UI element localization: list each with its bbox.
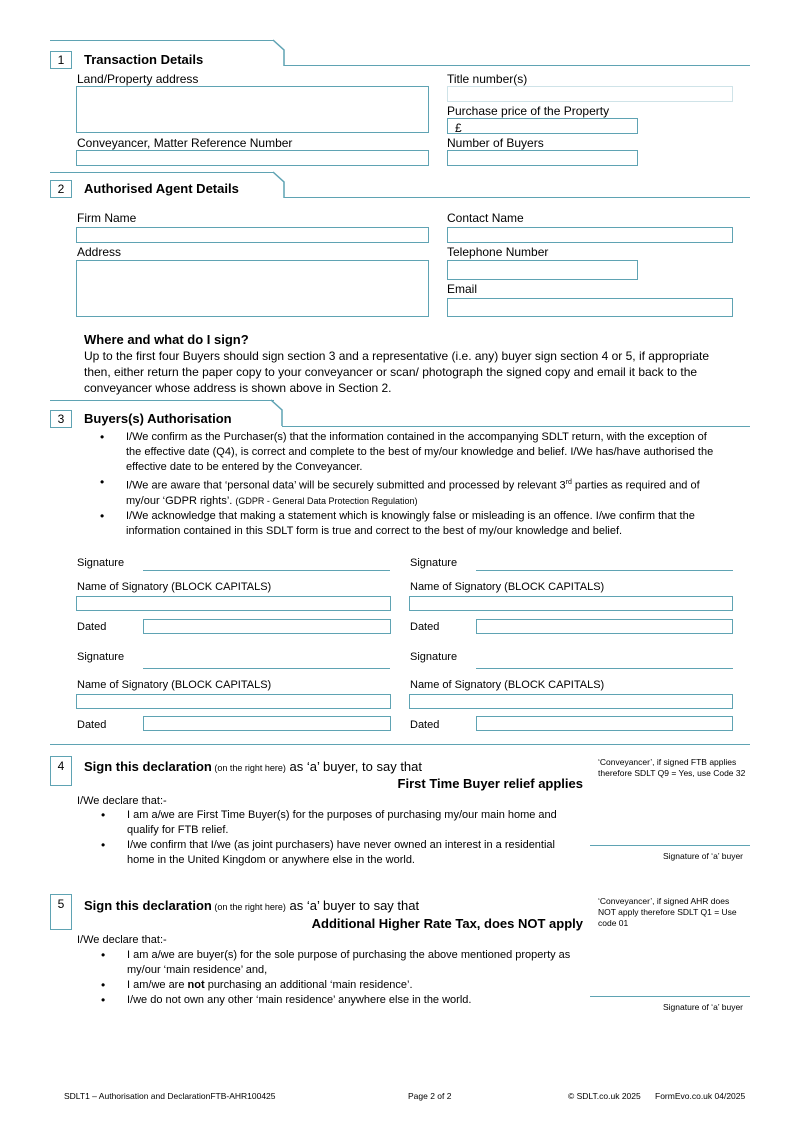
dated-field-1[interactable] bbox=[143, 619, 391, 634]
section-title: Authorised Agent Details bbox=[84, 181, 239, 196]
signature-label: Signature bbox=[410, 557, 458, 569]
section-5-title bbox=[84, 897, 419, 915]
tab-corner-icon bbox=[270, 398, 286, 428]
title-small: (on the right here) bbox=[211, 763, 286, 773]
conveyancer-ref-label: Conveyancer, Matter Reference Number bbox=[77, 136, 293, 150]
signature-caption: Signature of ‘a’ buyer bbox=[662, 1002, 743, 1012]
section-number: 2 bbox=[50, 180, 72, 198]
where-sign-heading: Where and what do I sign? bbox=[84, 332, 249, 347]
number-of-buyers-field[interactable] bbox=[447, 150, 638, 166]
ahr-bullets bbox=[101, 948, 586, 1008]
bullet-text: I/We are aware that ‘personal data’ will be securely submitted and processed by relevant 3 bbox=[126, 479, 566, 492]
bullet-text: I am a/we are buyer(s) for the sole purpose of purchasing the above mentioned property as my/our ‘main residence’ and, bbox=[127, 949, 571, 976]
where-sign-body: Up to the first four Buyers should sign section 3 and a representative (i.e. any) buyer sign section 4 or 5, if appropriate then, either return the paper copy to your conveyancer or scan/ photograph the signed copy and email it back to the conveyancer whose address is shown above in Section 2. bbox=[84, 349, 710, 395]
ahr-signature-line[interactable] bbox=[590, 996, 750, 997]
footer-formevo: FormEvo.co.uk 04/2025 bbox=[655, 1091, 746, 1101]
footer-left: SDLT1 – Authorisation and DeclarationFTB-AHR100425 bbox=[64, 1091, 276, 1101]
bullet-text: purchasing an additional ‘main residence’. bbox=[204, 979, 413, 991]
section-4-title bbox=[84, 758, 422, 776]
bullet-item bbox=[101, 808, 571, 838]
dated-label: Dated bbox=[410, 719, 440, 731]
bullet-item bbox=[101, 993, 586, 1008]
title-small: (on the right here) bbox=[211, 902, 286, 912]
name-field-3[interactable] bbox=[76, 694, 391, 709]
bullet-text: I am a/we are First Time Buyer(s) for the purposes of purchasing my/our main home and qualify for FTB relief. bbox=[127, 809, 557, 836]
authorisation-bullets bbox=[100, 430, 722, 539]
section-number: 1 bbox=[50, 51, 72, 69]
tab-corner-icon bbox=[272, 170, 288, 200]
firm-name-label: Firm Name bbox=[77, 211, 137, 225]
title-bold: Sign this declaration bbox=[84, 759, 212, 774]
bullet-text: I/we do not own any other ‘main residence’ anywhere else in the world. bbox=[127, 994, 472, 1006]
bullet-bold: not bbox=[187, 979, 205, 991]
dated-field-3[interactable] bbox=[143, 716, 391, 731]
bullet-item bbox=[101, 978, 586, 993]
name-label: Name of Signatory (BLOCK CAPITALS) bbox=[77, 679, 272, 691]
section-title: Buyers(s) Authorisation bbox=[84, 411, 232, 426]
telephone-field[interactable] bbox=[447, 260, 638, 280]
declare-label: I/We declare that:- bbox=[77, 795, 167, 807]
bullet-item bbox=[101, 948, 586, 978]
name-label: Name of Signatory (BLOCK CAPITALS) bbox=[410, 581, 605, 593]
email-label: Email bbox=[447, 282, 478, 296]
signature-line-1[interactable] bbox=[143, 570, 390, 571]
dated-label: Dated bbox=[77, 719, 107, 731]
address-field[interactable] bbox=[76, 260, 429, 317]
name-label: Name of Signatory (BLOCK CAPITALS) bbox=[410, 679, 605, 691]
contact-name-field[interactable] bbox=[447, 227, 733, 243]
signature-line-4[interactable] bbox=[476, 668, 733, 669]
dated-label: Dated bbox=[410, 621, 440, 633]
title-bold: Sign this declaration bbox=[84, 898, 212, 913]
ftb-bullets bbox=[101, 808, 571, 868]
land-address-field[interactable] bbox=[76, 86, 429, 133]
title-number-field[interactable] bbox=[447, 86, 733, 102]
number-of-buyers-label: Number of Buyers bbox=[447, 136, 544, 150]
footer-page: Page 2 of 2 bbox=[408, 1091, 452, 1101]
signature-line-2[interactable] bbox=[476, 570, 733, 571]
bullet-item bbox=[100, 475, 722, 509]
address-label: Address bbox=[77, 245, 122, 259]
section-number: 5 bbox=[50, 894, 72, 930]
bullet-item bbox=[101, 838, 571, 868]
bullet-item bbox=[100, 509, 722, 539]
declare-label: I/We declare that:- bbox=[77, 934, 167, 946]
conveyancer-ref-field[interactable] bbox=[76, 150, 429, 166]
signature-line-3[interactable] bbox=[143, 668, 390, 669]
signature-caption: Signature of ‘a’ buyer bbox=[662, 851, 743, 861]
section-title: Transaction Details bbox=[84, 52, 204, 67]
bullet-text: I am/we are bbox=[127, 979, 188, 991]
firm-name-field[interactable] bbox=[76, 227, 429, 243]
signature-label: Signature bbox=[77, 557, 125, 569]
dated-field-4[interactable] bbox=[476, 716, 733, 731]
purchase-price-field[interactable] bbox=[447, 118, 638, 134]
title-rest: as ‘a’ buyer to say that bbox=[285, 898, 420, 913]
name-field-2[interactable] bbox=[409, 596, 733, 611]
title-rest: as ‘a’ buyer, to say that bbox=[285, 759, 422, 774]
name-field-4[interactable] bbox=[409, 694, 733, 709]
name-label: Name of Signatory (BLOCK CAPITALS) bbox=[77, 581, 272, 593]
section-4-subtitle: First Time Buyer relief applies bbox=[397, 776, 583, 791]
contact-name-label: Contact Name bbox=[447, 211, 524, 225]
purchase-price-label: Purchase price of the Property bbox=[447, 104, 610, 118]
section-number: 4 bbox=[50, 756, 72, 786]
bullet-text: I/we confirm that I/we (as joint purchasers) have never owned an interest in a residential home in the United Kingdom or anywhere else in the world. bbox=[127, 839, 555, 866]
dated-field-2[interactable] bbox=[476, 619, 733, 634]
telephone-label: Telephone Number bbox=[447, 245, 549, 259]
bullet-text: parties as required and of my/our ‘GDPR rights’. bbox=[126, 479, 700, 507]
signature-label: Signature bbox=[77, 651, 125, 663]
section-5-subtitle: Additional Higher Rate Tax, does NOT apply bbox=[311, 916, 583, 931]
superscript: rd bbox=[565, 479, 572, 486]
name-field-1[interactable] bbox=[76, 596, 391, 611]
email-field[interactable] bbox=[447, 298, 733, 317]
section-4-divider bbox=[50, 744, 750, 745]
bullet-text: I/We confirm as the Purchaser(s) that the information contained in the accompanying SDLT return, with the exception of the effective date (Q4), is correct and complete to the best of my/our knowledge and belief. I/We has/have authorised the effective date to be entered by the Conveyancer. bbox=[126, 431, 714, 473]
bullet-item bbox=[100, 430, 722, 475]
conveyancer-note: ‘Conveyancer’, if signed AHR does NOT apply therefore SDLT Q1 = Use code 01 bbox=[598, 896, 737, 928]
signature-label: Signature bbox=[410, 651, 458, 663]
bullet-text: I/We acknowledge that making a statement which is knowingly false or misleading is an offence. I/we confirm that the information contained in this SDLT form is true and correct to the best of my/our knowledge and belief. bbox=[126, 509, 695, 537]
conveyancer-note: ‘Conveyancer’, if signed FTB applies therefore SDLT Q9 = Yes, use Code 32 bbox=[598, 757, 746, 778]
tab-corner-icon bbox=[272, 38, 288, 68]
currency-symbol: £ bbox=[455, 121, 462, 135]
land-address-label: Land/Property address bbox=[77, 72, 199, 86]
footer-copyright: © SDLT.co.uk 2025 bbox=[568, 1091, 641, 1101]
dated-label: Dated bbox=[77, 621, 107, 633]
ftb-signature-line[interactable] bbox=[590, 845, 750, 846]
section-number: 3 bbox=[50, 410, 72, 428]
gdpr-note: (GDPR - General Data Protection Regulation) bbox=[235, 495, 418, 506]
title-number-label: Title number(s) bbox=[447, 72, 528, 86]
